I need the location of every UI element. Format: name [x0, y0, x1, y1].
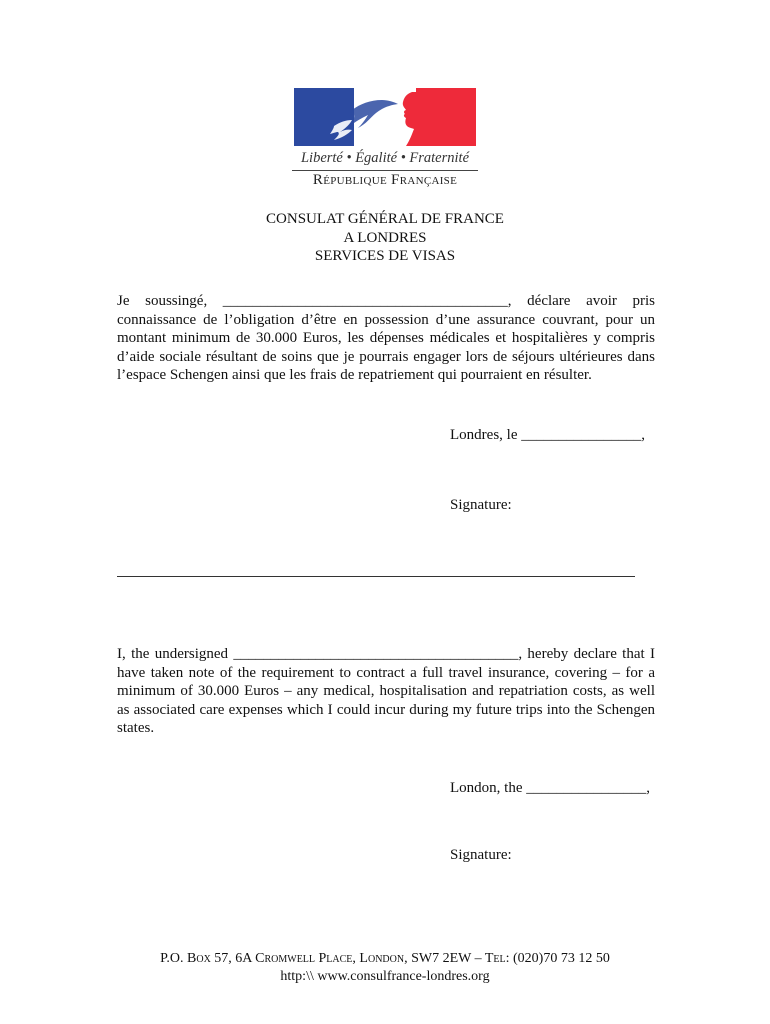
marianne-logo — [292, 86, 478, 190]
marianne-flag-icon — [294, 88, 476, 146]
header-line-2: A LONDRES — [343, 229, 427, 246]
english-signature-label: Signature: — [450, 847, 512, 863]
footer-website[interactable]: http:\\ www.consulfrance-londres.org — [280, 969, 490, 984]
logo-divider — [292, 170, 478, 171]
french-signature-label: Signature: — [450, 497, 512, 513]
header-line-3: SERVICES DE VISAS — [314, 248, 456, 264]
section-separator — [117, 576, 635, 577]
republic-motto: Liberté • Égalité • Fraternité — [300, 150, 470, 166]
french-place-date: Londres, le ________________, — [450, 427, 645, 443]
consulate-header — [0, 210, 770, 266]
french-declaration: Je soussingé, ______________________________________, déclare avoir pris connaissance de l’obligation d’être en possession d’une assurance couvrant, pour un montant minimum de 30.000 Euros, les dépenses médicales et hospitalières y compris d’aide sociale résultant de soins que je pourrais engager lors de séjours ultérieures dans l’espace Schengen ainsi que les frais de repatriement qui pourraient en résulter. — [117, 293, 655, 384]
header-line-1: CONSULAT GÉNÉRAL DE FRANCE — [266, 211, 504, 227]
english-declaration: I, the undersigned ______________________________________, hereby declare that I have taken note of the requirement to contract a full travel insurance, covering – for a minimum of 30.000 Euros – any medical, hospitalisation and repatriation costs, as well as associated care expenses which I could incur during my future trips into the Schengen states. — [117, 646, 655, 737]
footer — [0, 950, 770, 986]
footer-address: P.O. Box 57, 6A Cromwell Place, London, SW7 2EW – Tel: (020)70 73 12 50 — [160, 951, 610, 966]
republic-name: République Française — [312, 172, 458, 188]
english-place-date: London, the ________________, — [450, 780, 650, 796]
